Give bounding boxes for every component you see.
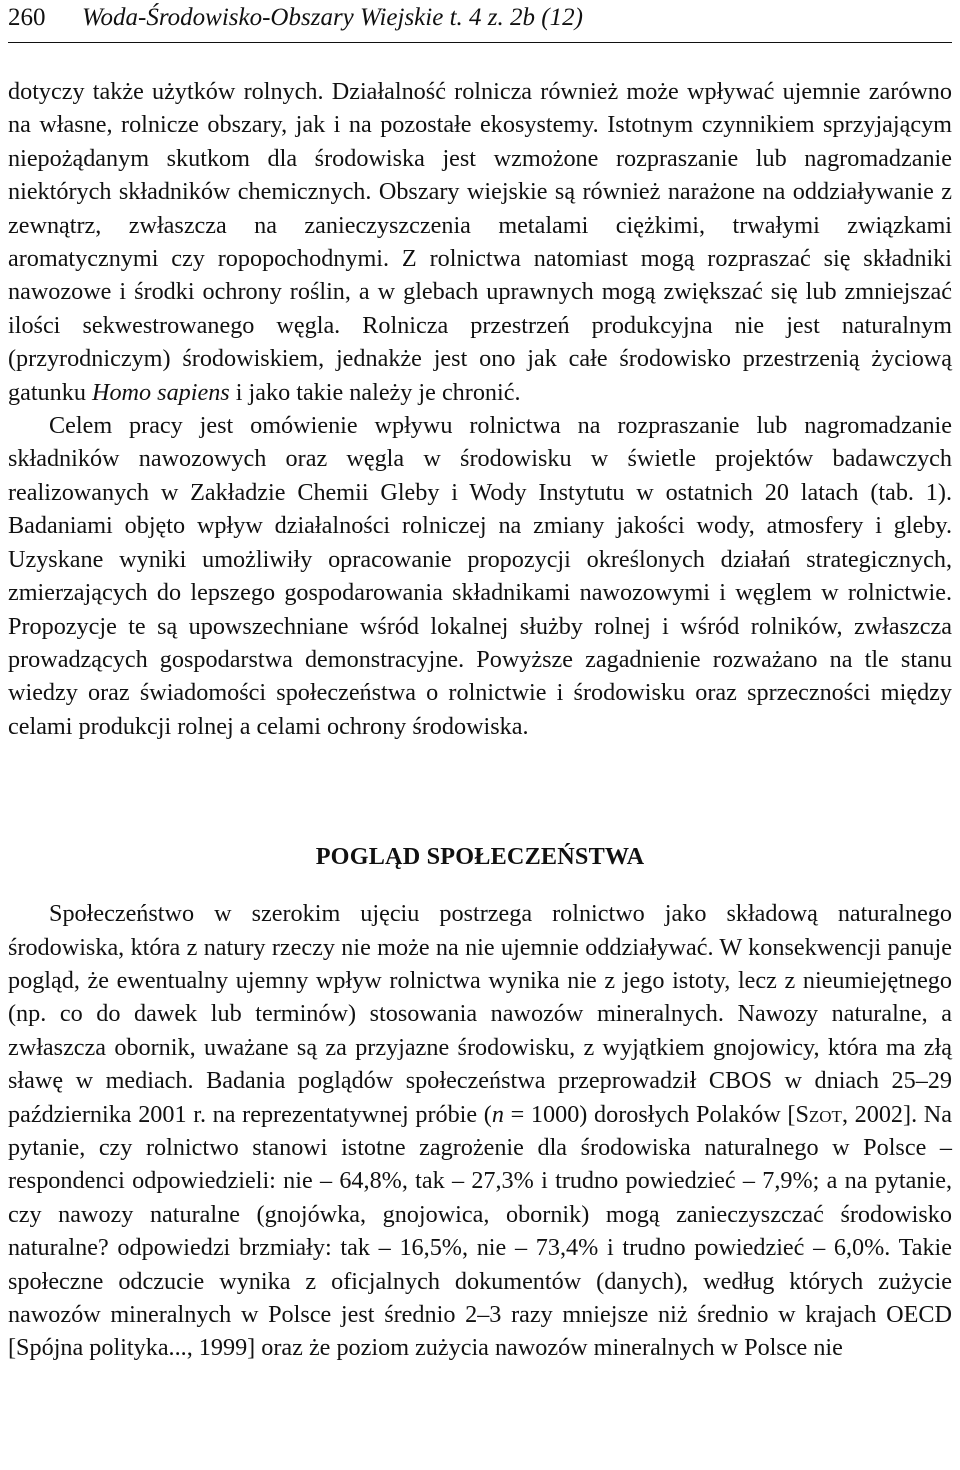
section-heading: POGLĄD SPOŁECZEŃSTWA: [315, 843, 645, 871]
paragraph-text: = 1000) dorosłych Polaków [: [503, 1100, 796, 1128]
paragraph-text: dotyczy także użytków rolnych. Działalność rolnicza również może wpływać ujemnie zarówno na własne, rolnicze obszary, jak i na pozostałe ekosystemy. Istotnym czynnikiem sprzyjającym niepożądanym skutkom dla środowiska jest wzmożone rozpraszanie lub nagromadzanie niektórych składników chemicznych. Obszary wiejskie są również narażone na oddziaływanie z zewnątrz, zwłaszcza na zanieczyszczenia metalami ciężkimi, trwałymi związkami aromatycznymi czy ropopochodnymi. Z rolnictwa natomiast mogą rozpraszać się składniki nawozowe i środki ochrony roślin, a w glebach uprawnych mogą zwiększać się lub zmniejszać ilości sekwestrowanego węgla. Rolnicza przestrzeń produkcyjna nie jest naturalnym (przyrodniczym) środowiskiem, jednakże jest ono jak całe środowisko przestrzenią życiową gatunku: [8, 78, 952, 406]
running-header: [8, 0, 952, 43]
sample-size-symbol: n: [491, 1100, 504, 1128]
paragraph-aim: Celem pracy jest omówienie wpływu rolnictwa na rozpraszanie lub nagromadzanie składników nawozowych oraz węgla w środowisku w świetle projektów badawczych realizowanych w Zakładzie Chemii Gleby i Wody Instytutu w ostatnich 20 latach (tab. 1). Badaniami objęto wpływ działalności rolniczej na zmiany jakości wody, atmosfery i gleby. Uzyskane wyniki umożliwiły opracowanie propozycji określonych działań strategicznych, zmierzających do lepszego gospodarowania składnikami nawozowymi i węglem w rolnictwie. Propozycje te są upowszechniane wśród lokalnej służby rolnej i wśród rolników, zwłaszcza prowadzących gospodarstwa demonstracyjne. Powyższe zagadnienie rozważano na tle stanu wiedzy oraz świadomości społeczeństwa o rolnictwie i środowisku oraz sprzeczności między celami produkcji rolnej a celami ochrony środowiska.: [8, 412, 952, 740]
paragraph-text: , 2002]. Na pytanie, czy rolnictwo stanowi istotne zagrożenie dla środowiska naturalnego w Polsce – respondenci odpowiedzieli: nie – 64,8%, tak – 27,3% i trudno powiedzieć – 7,9%; a na pytanie, czy nawozy naturalne (gnojówka, gnojowica, obornik) mogą zanieczyszczać środowisko naturalne? odpowiedzi brzmiały: tak – 16,5%, nie – 73,4% i trudno powiedzieć – 6,0%. Takie społeczne odczucie wynika z oficjalnych dokumentów (danych), według których zużycie nawozów mineralnych w Polsce jest średnio 2–3 razy mniejsze niż średnio w krajach OECD [Spójna polityka..., 1999] oraz że poziom zużycia nawozów mineralnych w Polsce nie: [8, 1100, 952, 1362]
page-number: 260: [8, 4, 46, 31]
paragraph-text: Społeczeństwo w szerokim ujęciu postrzega rolnictwo jako składową naturalnego środowiska, która z natury rzeczy nie może na nie ujemnie oddziaływać. W konsekwencji panuje pogląd, że ewentualny ujemny wpływ rolnictwa wynika nie z jego istoty, lecz z nieumiejętnego (np. co do dawek lub terminów) stosowania nawozów mineralnych. Nawozy naturalne, a zwłaszcza obornik, uważane są za przyjazne środowisku, z wyjątkiem gnojowicy, która ma złą sławę w mediach. Badania poglądów społeczeństwa przeprowadził CBOS w dniach 25–29 października 2001 r. na reprezentatywnej próbie (: [8, 900, 952, 1128]
paragraph-continuation: [8, 75, 952, 409]
document-page: [8, 0, 952, 1365]
paragraph-public-opinion: [8, 897, 952, 1365]
journal-title: Woda-Środowisko-Obszary Wiejskie t. 4 z. 2b (12): [82, 4, 583, 31]
citation-author: Szot: [795, 1100, 842, 1128]
species-name: Homo sapiens: [91, 378, 230, 406]
paragraph-text: i jako takie należy je chronić.: [229, 378, 521, 406]
